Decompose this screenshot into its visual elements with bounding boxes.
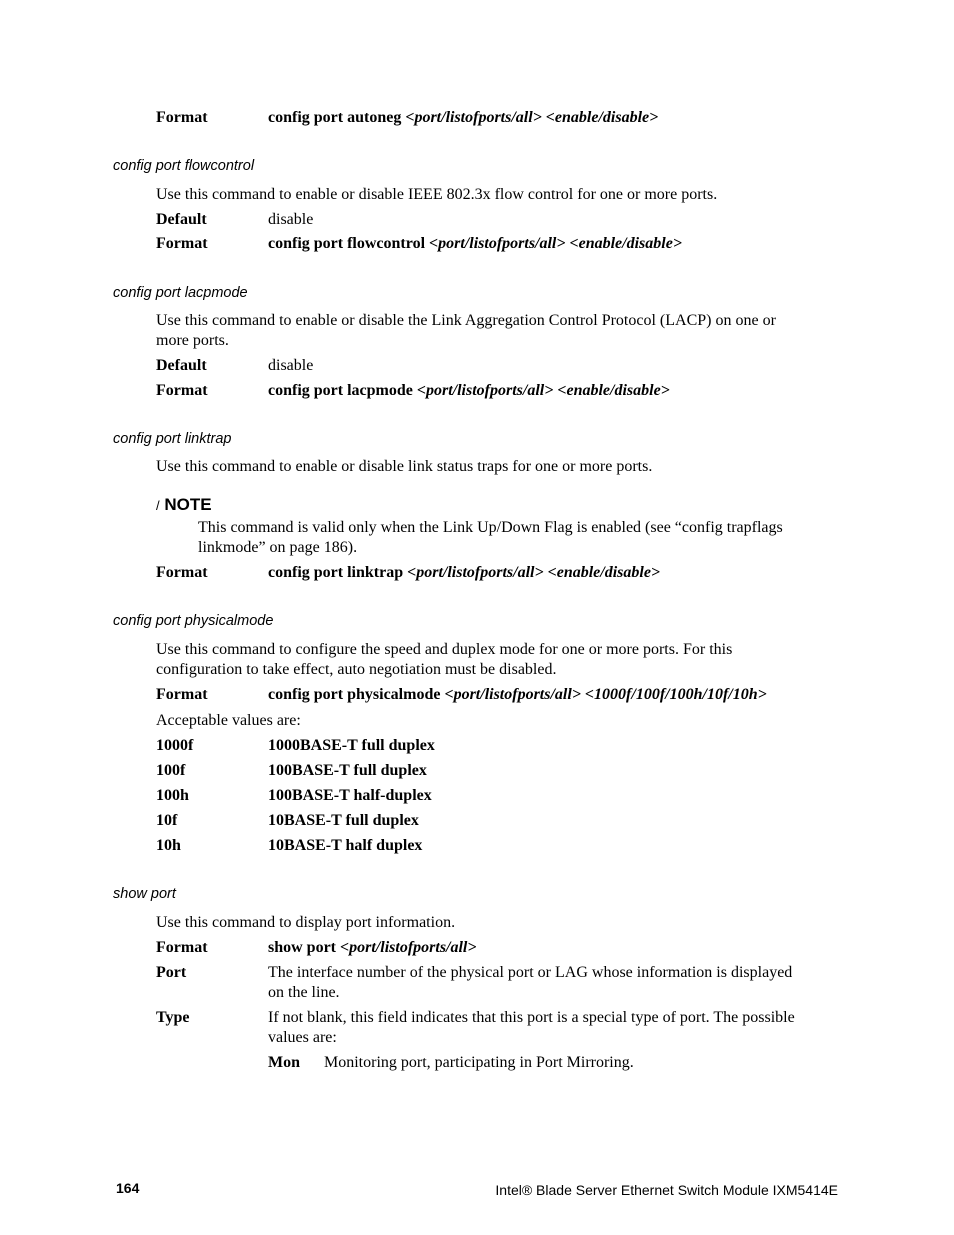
linktrap-format-syntax [268, 563, 660, 583]
lacpmode-description-line2: more ports. [156, 332, 229, 349]
type-field-label: Type [156, 1009, 190, 1026]
note-text-line1: This command is valid only when the Link Up/Down Flag is enabled (see “config trapflags [198, 519, 783, 536]
mon-value-desc: Monitoring port, participating in Port Mirroring. [324, 1054, 634, 1071]
value-key: 100f [156, 762, 186, 779]
flowcontrol-format-syntax [268, 234, 682, 254]
type-field-desc-line2: values are: [268, 1029, 337, 1046]
flowcontrol-format-label: Format [156, 235, 208, 252]
physicalmode-command: config port physicalmode [268, 686, 445, 703]
showport-heading: show port [113, 886, 176, 902]
showport-arguments: <port/listofports/all> [340, 939, 477, 956]
note-icon: / [156, 498, 160, 513]
note-label: NOTE [164, 495, 212, 514]
physicalmode-description-line2: configuration to take effect, auto negotiation must be disabled. [156, 661, 557, 678]
physicalmode-format-syntax [268, 685, 767, 705]
showport-description: Use this command to display port information. [156, 914, 456, 931]
note-heading [156, 495, 212, 516]
lacpmode-command: config port lacpmode [268, 382, 417, 399]
type-field-desc-line1: If not blank, this field indicates that this port is a special type of port. The possible [268, 1009, 795, 1026]
physicalmode-heading: config port physicalmode [113, 613, 274, 629]
physicalmode-arguments: <port/listofports/all> <1000f/100f/100h/10f/10h> [444, 686, 767, 703]
physicalmode-description-line1: Use this command to configure the speed and duplex mode for one or more ports. For this [156, 641, 733, 658]
flowcontrol-description: Use this command to enable or disable IEEE 802.3x flow control for one or more ports. [156, 186, 718, 203]
showport-format-syntax [268, 938, 477, 958]
physicalmode-format-label: Format [156, 686, 208, 703]
linktrap-format-label: Format [156, 564, 208, 581]
value-key: 100h [156, 787, 189, 804]
value-description: 100BASE-T half-duplex [268, 787, 432, 804]
linktrap-heading: config port linktrap [113, 431, 232, 447]
lacpmode-default-label: Default [156, 357, 207, 374]
flowcontrol-default-value: disable [268, 211, 314, 228]
linktrap-description: Use this command to enable or disable link status traps for one or more ports. [156, 458, 653, 475]
port-field-desc-line2: on the line. [268, 984, 340, 1001]
footer-title: Intel® Blade Server Ethernet Switch Module IXM5414E [495, 1182, 838, 1198]
acceptable-values-intro: Acceptable values are: [156, 712, 301, 729]
autoneg-format-label: Format [156, 109, 208, 126]
lacpmode-arguments: <port/listofports/all> <enable/disable> [416, 382, 670, 399]
flowcontrol-command: config port flowcontrol [268, 235, 430, 252]
value-key: 10h [156, 837, 181, 854]
linktrap-arguments: <port/listofports/all> <enable/disable> [407, 564, 661, 581]
lacpmode-default-value: disable [268, 357, 314, 374]
value-key: 10f [156, 812, 178, 829]
value-description: 10BASE-T full duplex [268, 812, 419, 829]
flowcontrol-arguments: <port/listofports/all> <enable/disable> [429, 235, 682, 252]
note-text-line2: linkmode” on page 186). [198, 539, 358, 556]
mon-value-label: Mon [268, 1054, 300, 1071]
value-description: 10BASE-T half duplex [268, 837, 423, 854]
port-field-label: Port [156, 964, 187, 981]
lacpmode-format-label: Format [156, 382, 208, 399]
value-description: 100BASE-T full duplex [268, 762, 427, 779]
value-key: 1000f [156, 737, 194, 754]
lacpmode-description-line1: Use this command to enable or disable the Link Aggregation Control Protocol (LACP) on one or [156, 312, 776, 329]
flowcontrol-heading: config port flowcontrol [113, 158, 255, 174]
page-number: 164 [116, 1180, 140, 1196]
showport-command: show port [268, 939, 341, 956]
lacpmode-heading: config port lacpmode [113, 285, 248, 301]
flowcontrol-default-label: Default [156, 211, 207, 228]
autoneg-command: config port autoneg [268, 109, 406, 126]
autoneg-format-syntax [268, 108, 658, 128]
linktrap-command: config port linktrap [268, 564, 408, 581]
lacpmode-format-syntax [268, 381, 670, 401]
showport-format-label: Format [156, 939, 208, 956]
autoneg-arguments: <port/listofports/all> <enable/disable> [405, 109, 659, 126]
value-description: 1000BASE-T full duplex [268, 737, 435, 754]
port-field-desc-line1: The interface number of the physical port or LAG whose information is displayed [268, 964, 793, 981]
